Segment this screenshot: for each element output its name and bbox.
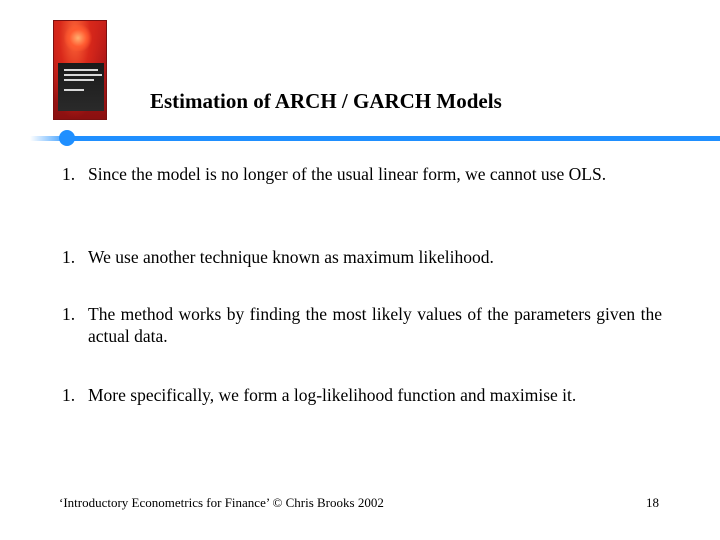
list-item (62, 303, 662, 347)
list-item-text: More specifically, we form a log-likelihood function and maximise it. (88, 385, 577, 405)
list-item (62, 246, 662, 268)
footer-citation: ‘Introductory Econometrics for Finance’ © Chris Brooks 2002 (59, 495, 384, 510)
list-item (62, 384, 662, 406)
list-item-text: The method works by finding the most likely values of the parameters given the actual data. (88, 304, 662, 346)
list-item-number: 1. (62, 247, 76, 267)
divider-dot (59, 130, 75, 146)
list-item-text: Since the model is no longer of the usual linear form, we cannot use OLS. (88, 164, 607, 184)
list-item (62, 163, 662, 185)
cover-text-line (64, 69, 98, 71)
list-item-number: 1. (62, 385, 76, 405)
slide-title: Estimation of ARCH / GARCH Models (150, 89, 502, 113)
list-item-number: 1. (62, 304, 76, 324)
title-divider (30, 136, 720, 141)
cover-text-line (64, 74, 102, 76)
list-item-number: 1. (62, 164, 76, 184)
page-number: 18 (646, 495, 659, 510)
list-item-text: We use another technique known as maximum likelihood. (88, 247, 494, 267)
cover-glow (64, 25, 92, 51)
cover-text-line (64, 79, 94, 81)
